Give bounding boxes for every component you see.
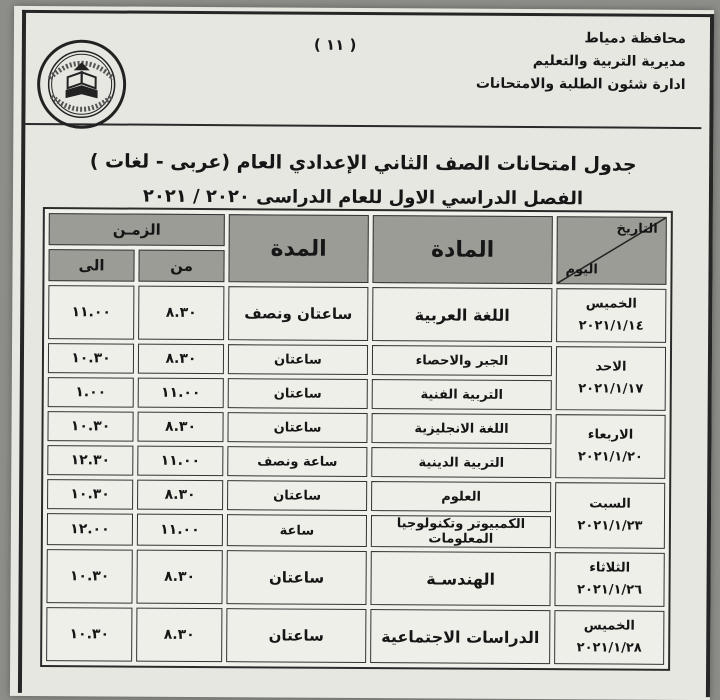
department-label: ادارة شئون الطلبة والامتحانات — [475, 75, 686, 93]
schedule-subtitle: الفصل الدراسي الاول للعام الدراسى ٢٠٢٠ / ٢٠٢١ — [142, 185, 584, 210]
subject-cell: العلوم — [371, 481, 551, 512]
duration-cell: ساعتان — [228, 344, 368, 375]
schedule-body — [46, 285, 666, 665]
from-time-cell: ٨.٣٠ — [137, 480, 223, 511]
issuer-block — [476, 27, 686, 97]
exam-schedule-table — [40, 207, 673, 671]
day-date-cell — [554, 610, 664, 665]
duration-cell: ساعة — [227, 514, 367, 547]
duration-cell: ساعتان — [227, 412, 367, 443]
exam-date: ٢٠٢١/١/٢٠ — [577, 449, 643, 465]
duration-cell: ساعة ونصف — [227, 446, 367, 477]
governorate-label: محافظة دمياط — [584, 30, 686, 47]
from-time-cell: ١١.٠٠ — [138, 378, 224, 409]
to-header: الى — [48, 249, 134, 282]
table-row — [46, 549, 664, 607]
to-time-cell: ١١.٠٠ — [48, 285, 134, 340]
from-time-cell: ٨.٣٠ — [136, 608, 222, 663]
table-row — [48, 285, 666, 343]
day-date-cell — [555, 414, 665, 479]
subject-cell: الجبر والاحصاء — [372, 345, 552, 376]
day-name: الاحد — [595, 359, 627, 375]
day-date-cell — [555, 482, 665, 549]
day-name: الخميس — [585, 296, 637, 312]
subject-cell: الكمبيوتر وتكنولوجيا المعلومات — [371, 515, 551, 548]
schedule-title: جدول امتحانات الصف الثاني الإعدادي العام (عربى - لغات ) — [89, 150, 637, 176]
from-time-cell: ٨.٣٠ — [137, 412, 223, 443]
day-date-cell — [556, 288, 666, 343]
day-header-label: اليوم — [565, 262, 598, 278]
duration-cell: ساعتان — [227, 480, 367, 511]
from-time-cell: ٨.٣٠ — [138, 286, 224, 341]
from-time-cell: ٨.٣٠ — [136, 550, 222, 605]
to-time-cell: ١٠.٣٠ — [48, 343, 134, 374]
date-header-label: التاريخ — [616, 221, 658, 237]
day-date-cell — [556, 346, 666, 411]
from-time-cell: ١١.٠٠ — [137, 446, 223, 477]
exam-date: ٢٠٢١/١/١٧ — [578, 381, 644, 397]
to-time-cell: ١٠.٣٠ — [47, 479, 133, 510]
to-time-cell: ١٠.٣٠ — [47, 411, 133, 442]
ministry-logo-icon — [35, 38, 128, 131]
exam-date: ٢٠٢١/١/١٤ — [578, 318, 644, 334]
to-time-cell: ١.٠٠ — [48, 377, 134, 408]
duration-cell: ساعتان ونصف — [228, 286, 368, 341]
directorate-label: مديرية التربية والتعليم — [532, 53, 686, 70]
from-header: من — [138, 250, 224, 283]
duration-header: المدة — [228, 214, 368, 283]
duration-cell: ساعتان — [228, 378, 368, 409]
table-row — [46, 607, 664, 665]
day-name: السبت — [589, 496, 631, 512]
day-date-cell — [554, 552, 664, 607]
table-row — [47, 411, 665, 445]
exam-date: ٢٠٢١/١/٢٣ — [577, 518, 643, 534]
subject-cell: التربية الفنية — [372, 379, 552, 410]
subject-cell: الهندسـة — [370, 551, 550, 606]
exam-date: ٢٠٢١/١/٢٦ — [576, 582, 643, 598]
duration-cell: ساعتان — [226, 550, 366, 605]
day-name: الخميس — [583, 618, 635, 634]
subject-cell: الدراسات الاجتماعية — [370, 609, 550, 664]
to-time-cell: ١٠.٣٠ — [46, 607, 132, 662]
date-day-header — [556, 216, 666, 285]
table-row — [48, 343, 666, 377]
time-header: الزمـن — [49, 213, 225, 246]
subject-cell: اللغة الانجليزية — [371, 413, 551, 444]
to-time-cell: ١٠.٣٠ — [46, 549, 132, 604]
day-name: الثلاثاء — [589, 560, 631, 576]
document-page — [10, 6, 714, 700]
from-time-cell: ١١.٠٠ — [137, 514, 223, 547]
subject-header: المادة — [372, 215, 552, 284]
table-row — [47, 479, 665, 513]
subject-cell: التربية الدينية — [371, 447, 551, 478]
day-name: الاربعاء — [587, 427, 634, 443]
duration-cell: ساعتان — [226, 608, 366, 663]
exam-date: ٢٠٢١/١/٢٨ — [576, 640, 642, 656]
subject-cell: اللغة العربية — [372, 287, 552, 342]
page-number: ( ١١ ) — [313, 35, 357, 54]
to-time-cell: ١٢.٣٠ — [47, 445, 133, 476]
to-time-cell: ١٢.٠٠ — [47, 513, 133, 546]
from-time-cell: ٨.٣٠ — [138, 344, 224, 375]
